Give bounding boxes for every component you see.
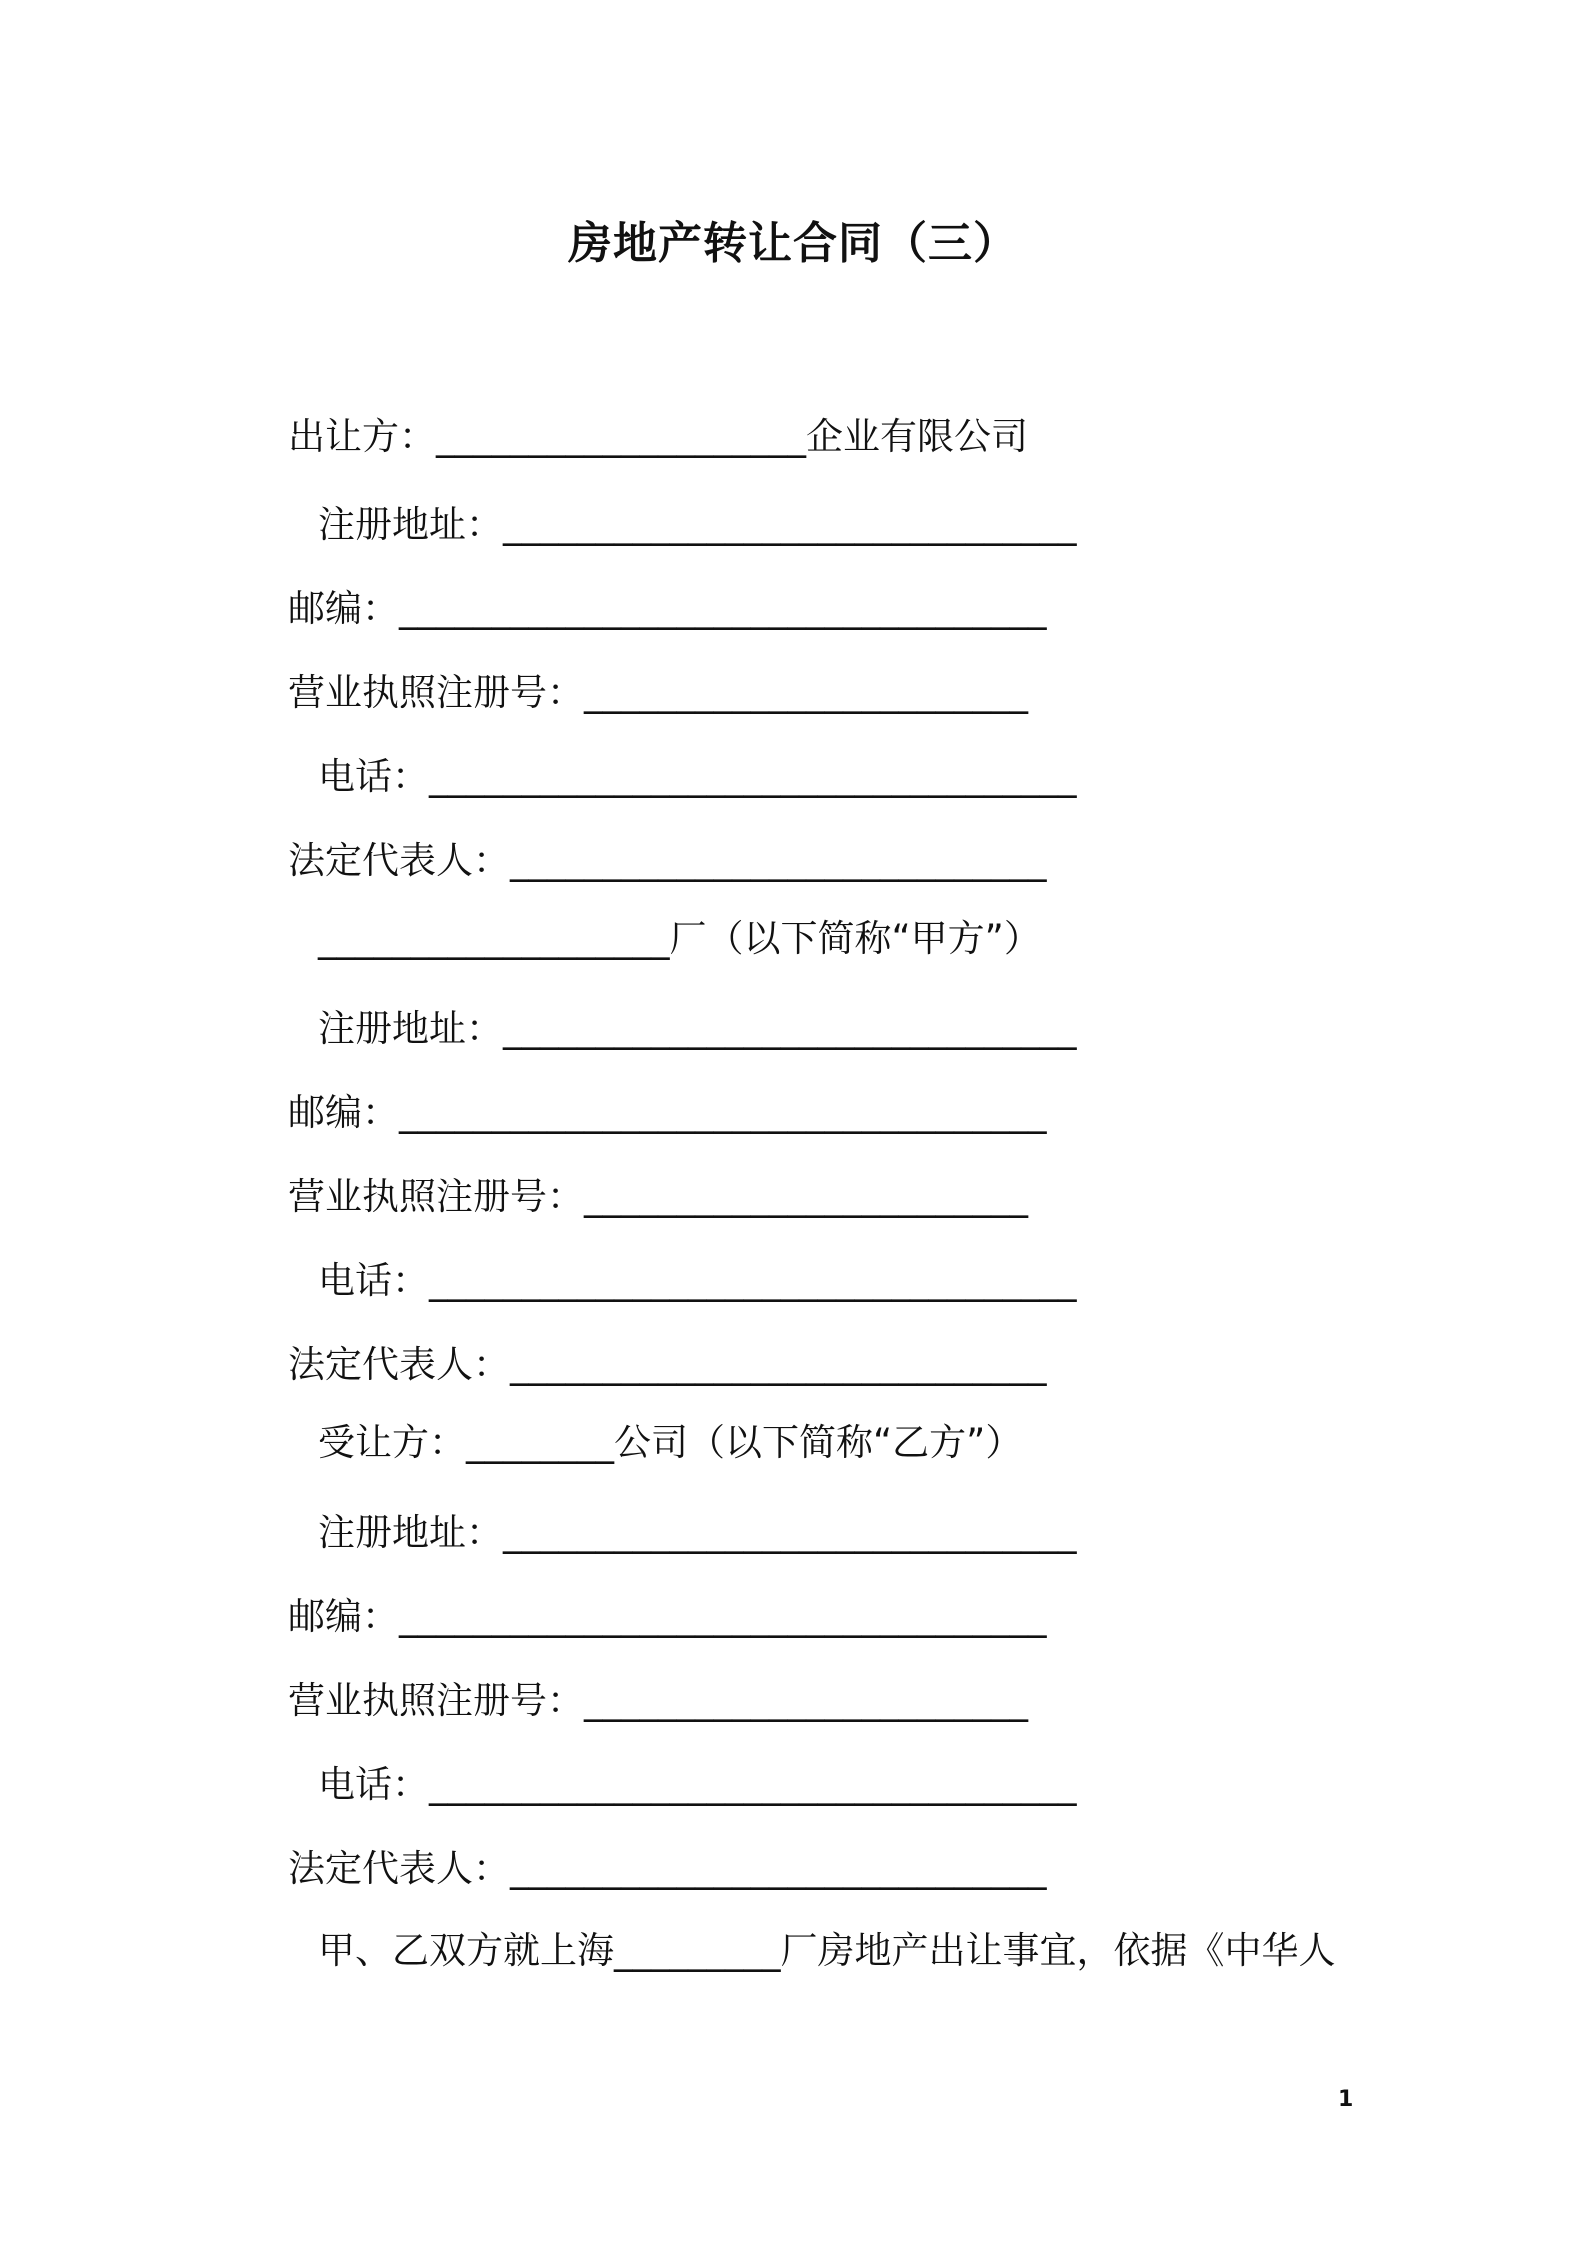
agreement-intro-line: 甲、乙双方就上海_________厂房地产出让事宜，依据《中华人 — [318, 1929, 1336, 1972]
transferor-postcode-line: 邮编：___________________________________ — [288, 587, 1047, 630]
party-a-postcode-line: 邮编：___________________________________ — [288, 1091, 1047, 1134]
transferor-legal-rep-line: 法定代表人：_____________________________ — [288, 839, 1047, 882]
transferee-name-line: 受让方：________公司（以下简称“乙方”） — [318, 1421, 1023, 1464]
page-number: 1 — [1338, 2087, 1354, 2112]
party-a-license-line: 营业执照注册号：________________________ — [288, 1175, 1028, 1218]
transferee-phone-line: 电话：___________________________________ — [318, 1763, 1077, 1806]
transferee-license-line: 营业执照注册号：________________________ — [288, 1679, 1028, 1722]
party-a-address-line: 注册地址：_______________________________ — [318, 1007, 1077, 1050]
transferee-postcode-line: 邮编：___________________________________ — [288, 1595, 1047, 1638]
transferor-license-line: 营业执照注册号：________________________ — [288, 671, 1028, 714]
transferor-name-line: 出让方：____________________企业有限公司 — [288, 415, 1028, 458]
transferee-legal-rep-line: 法定代表人：_____________________________ — [288, 1847, 1047, 1890]
party-a-legal-rep-line: 法定代表人：_____________________________ — [288, 1343, 1047, 1386]
party-a-phone-line: 电话：___________________________________ — [318, 1259, 1077, 1302]
transferor-phone-line: 电话：___________________________________ — [318, 755, 1077, 798]
transferor-address-line: 注册地址：_______________________________ — [318, 503, 1077, 546]
transferee-address-line: 注册地址：_______________________________ — [318, 1511, 1077, 1554]
party-a-factory-line: ___________________厂（以下简称“甲方”） — [318, 917, 1041, 960]
document-title: 房地产转让合同（三） — [568, 218, 1018, 269]
